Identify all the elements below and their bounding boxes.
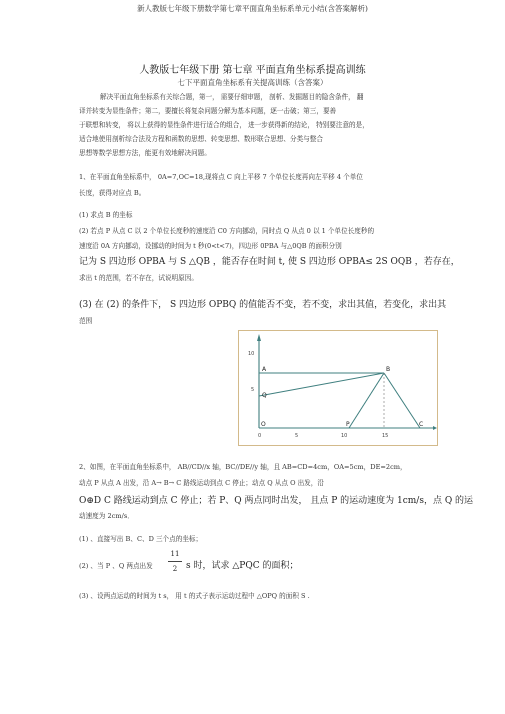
y-tick-label: 10 bbox=[248, 351, 255, 357]
page-title: 人教版七年级下册 第七章 平面直角坐标系提高训练 bbox=[139, 65, 366, 76]
problem-2-question-1: (1) 、直接写出 B、C、D 三个点的坐标； bbox=[79, 535, 203, 543]
intro-line: 译并转变为显性条件；第二，要擅长将复杂问题分解为基本问题，逐一击破；第三，要善 bbox=[79, 107, 337, 115]
point-p-label: P bbox=[346, 421, 350, 428]
intro-line: 解决平面直角坐标系有关综合题，第一， 需要仔细审题， 剖析、发掘题目的隐含条件， 翻 bbox=[100, 93, 364, 101]
point-a-label: A bbox=[262, 366, 267, 373]
page-header: 新人教版七年级下册数学第七章平面直角坐标系单元小结(含答案解析) bbox=[137, 4, 368, 13]
problem-2-statement: 动速度为 2cm/s． bbox=[79, 512, 134, 520]
problem-1-question-1: (1) 求点 B 的坐标 bbox=[79, 211, 133, 219]
problem-1-question-2: 记为 S 四边形 OPBA 与 S △QB ，能否存在时间 t, 使 S 四边形 OPBA≤ 2S OQB ，若存在， bbox=[79, 257, 460, 267]
y-tick-label: 5 bbox=[251, 387, 255, 393]
problem-1-figure bbox=[238, 330, 438, 446]
problem-1-question-3: 范围 bbox=[79, 317, 93, 325]
fraction-bar bbox=[168, 561, 182, 562]
x-tick-label: 5 bbox=[295, 433, 299, 439]
x-tick-label: 15 bbox=[382, 433, 389, 439]
point-o-label: O bbox=[261, 421, 266, 428]
problem-1-question-2: 求出 t 的范围，若不存在，试说明原因。 bbox=[79, 274, 198, 282]
problem-2-statement: O⊕D C 路线运动到点 C 停止；若 P、Q 两点同时出发， 且点 P 的运动速度为 1cm/s，点 Q 的运 bbox=[79, 496, 474, 506]
problem-1-question-2: (2) 若点 P 从点 C 以 2 个单位长度秒的速度沿 C0 方向挪动，同时点 Q 从点 0 以 1 个单位长度秒的 bbox=[79, 227, 375, 235]
problem-2-question-2: s 时，试求 △PQC 的面积； bbox=[186, 561, 299, 571]
problem-1-question-3: (3) 在 (2) 的条件下， S 四边形 OPBQ 的值能否不变，若不变，求出其值，若变化，求出其 bbox=[79, 300, 447, 310]
intro-line: 思想等数学思想方法，能更有效地解决问题。 bbox=[79, 149, 211, 157]
intro-line: 于联想和转变， 将以上获得的显性条件进行适合的组合， 进一步获得新的结论， 特别要注意的是， bbox=[79, 121, 369, 129]
x-tick-label: 10 bbox=[341, 433, 348, 439]
problem-1-statement: 1、在平面直角坐标系中， 0A=7,OC=18,现将点 C 向上平移 7 个单位长度再向左平移 4 个单位 bbox=[79, 173, 363, 181]
point-q-label: Q bbox=[262, 392, 267, 399]
x-tick-label: 0 bbox=[258, 433, 262, 439]
page-subtitle: 七下平面直角坐标系有关提高训练（含答案） bbox=[177, 78, 328, 87]
point-c-label: C bbox=[419, 421, 424, 428]
problem-2-statement: 动点 P 从点 A 出发，沿 A→ B→ C 路线运动到点 C 停止；动点 Q 从点 O 出发，沿 bbox=[79, 479, 324, 487]
fraction-denominator: 2 bbox=[172, 565, 178, 573]
problem-1-statement: 长度，获得对应点 B。 bbox=[79, 189, 146, 197]
intro-line: 适合地使用剖析综合法及方程和函数的思想、转变思想、数形联合思想、分类与整合 bbox=[79, 135, 323, 143]
point-b-label: B bbox=[386, 366, 391, 373]
problem-2-question-3: (3) 、设两点运动的时间为 t s， 用 t 的式子表示运动过程中 △OPQ 的面积 S . bbox=[79, 592, 310, 600]
problem-2-statement: 2、如图，在平面直角坐标系中， AB//CD//x 轴，BC//DE//y 轴，且 AB=CD=4cm，OA=5cm，DE=2cm， bbox=[79, 463, 407, 471]
problem-2-question-2: (2) 、当 P 、Q 两点出发 bbox=[79, 562, 153, 570]
fraction-numerator: 11 bbox=[170, 550, 180, 558]
problem-1-question-2: 速度沿 0A 方向挪动，设挪动的时间为 t 秒(0<t<7)，四边形 0PBA 与△0QB 的面积分别 bbox=[79, 242, 342, 250]
